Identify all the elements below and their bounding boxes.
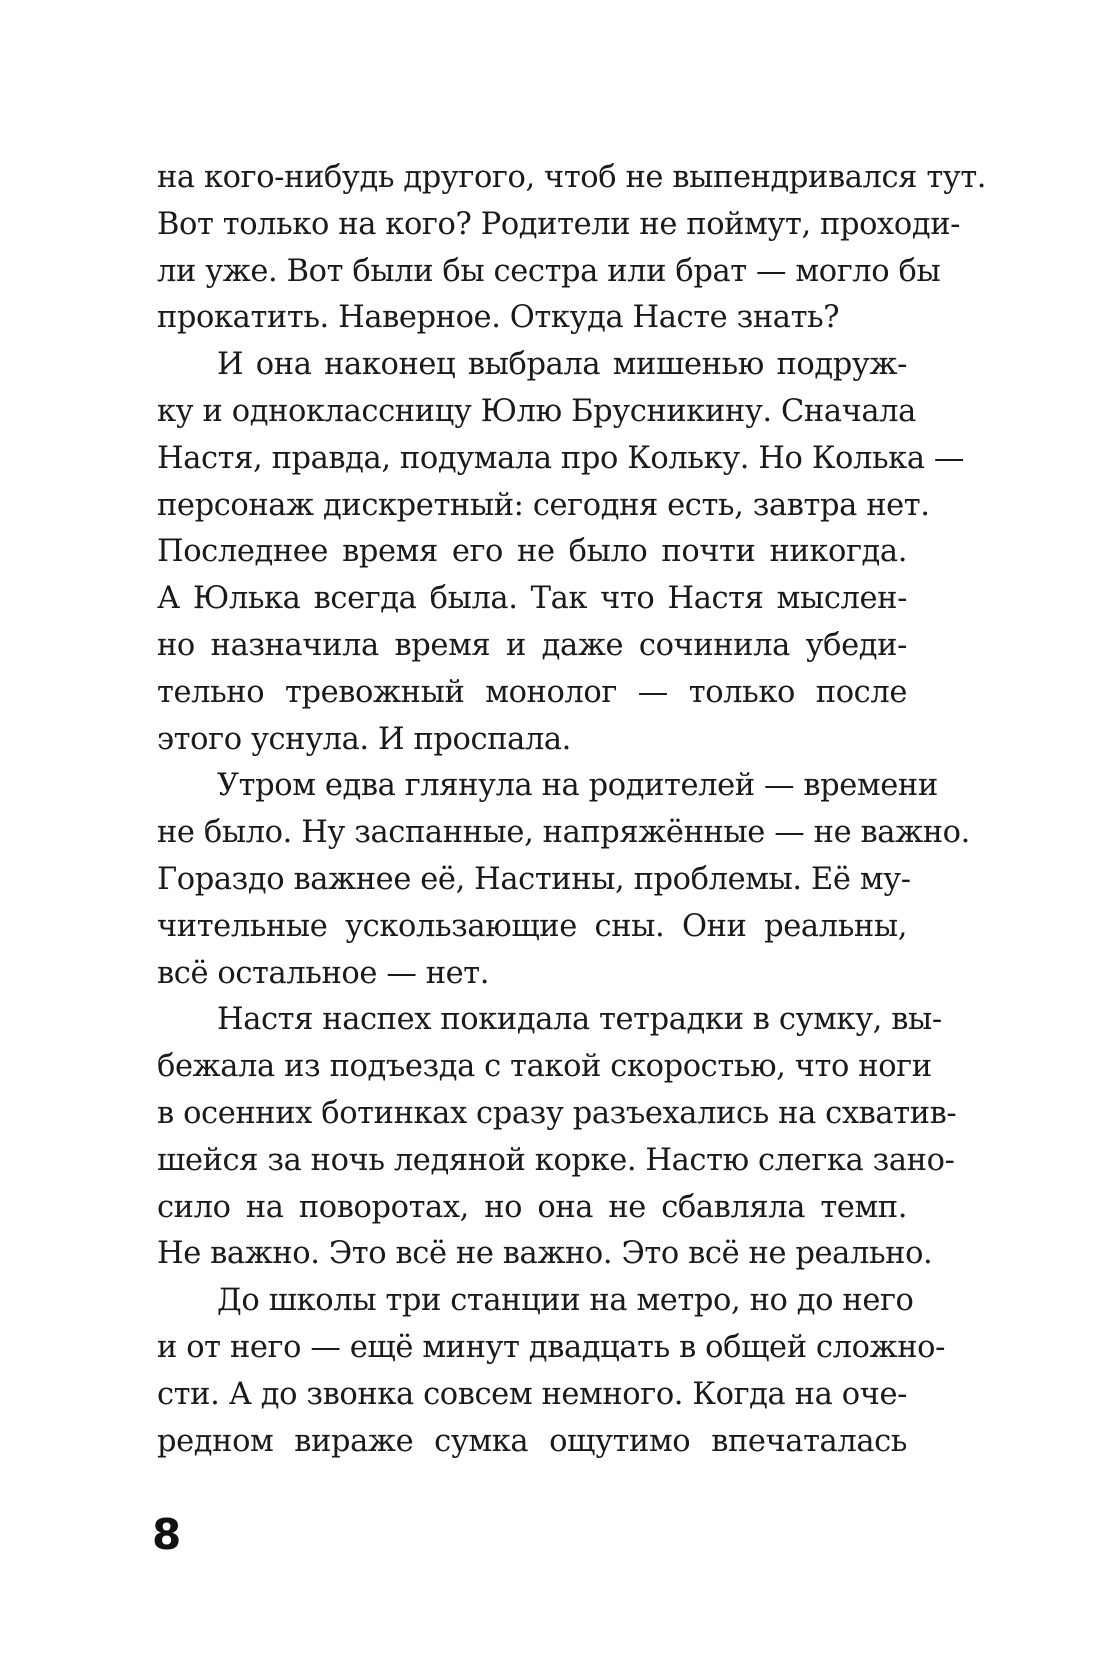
text-line: Гораздо важнее её, Настины, проблемы. Её му- bbox=[157, 861, 911, 897]
text-line: этого уснула. И проспала. bbox=[157, 721, 571, 757]
text-line: Настя наспех покидала тетрадки в сумку, вы- bbox=[217, 1002, 942, 1038]
text-line: А Юлька всегда была. Так что Настя мыслен- bbox=[157, 581, 907, 617]
text-line: чительные ускользающие сны. Они реальны, bbox=[157, 908, 907, 944]
text-line: прокатить. Наверное. Откуда Насте знать? bbox=[157, 300, 840, 336]
text-line: До школы три станции на метро, но до него bbox=[217, 1283, 914, 1319]
text-line: тельно тревожный монолог — только после bbox=[157, 674, 907, 710]
text-line: ли уже. Вот были бы сестра или брат — могло бы bbox=[157, 253, 941, 289]
text-line: редном вираже сумка ощутимо впечаталась bbox=[157, 1423, 907, 1459]
text-line: бежала из подъезда с такой скоростью, что ноги bbox=[157, 1049, 932, 1085]
text-line: Настя, правда, подумала про Кольку. Но Колька — bbox=[157, 440, 965, 476]
text-line: Утром едва глянула на родителей — времени bbox=[217, 768, 938, 804]
text-line: И она наконец выбрала мишенью подруж- bbox=[217, 347, 907, 383]
text-line: на кого-нибудь другого, чтоб не выпендривался тут. bbox=[157, 160, 987, 195]
text-line: всё остальное — нет. bbox=[157, 955, 490, 991]
body-text bbox=[157, 155, 987, 1465]
text-line: и от него — ещё минут двадцать в общей сложно- bbox=[157, 1329, 945, 1365]
text-line: персонаж дискретный: сегодня есть, завтра нет. bbox=[157, 487, 930, 523]
text-line: ку и одноклассницу Юлю Брусникину. Сначала bbox=[157, 393, 916, 429]
text-line: сти. А до звонка совсем немного. Когда на оче- bbox=[157, 1376, 907, 1412]
text-line: Последнее время его не было почти никогда. bbox=[157, 534, 907, 570]
text-line: шейся за ночь ледяной корке. Настю слегка зано- bbox=[157, 1142, 955, 1178]
page-number: 8 bbox=[152, 1510, 182, 1559]
text-line: в осенних ботинках сразу разъехались на схватив- bbox=[157, 1095, 957, 1131]
text-line: сило на поворотах, но она не сбавляла темп. bbox=[157, 1189, 907, 1225]
text-line: не было. Ну заспанные, напряжённые — не важно. bbox=[157, 815, 970, 851]
text-line: но назначила время и даже сочинила убеди- bbox=[157, 627, 907, 663]
text-line: Вот только на кого? Родители не поймут, проходи- bbox=[157, 206, 961, 242]
text-line: Не важно. Это всё не важно. Это всё не реально. bbox=[157, 1236, 933, 1272]
